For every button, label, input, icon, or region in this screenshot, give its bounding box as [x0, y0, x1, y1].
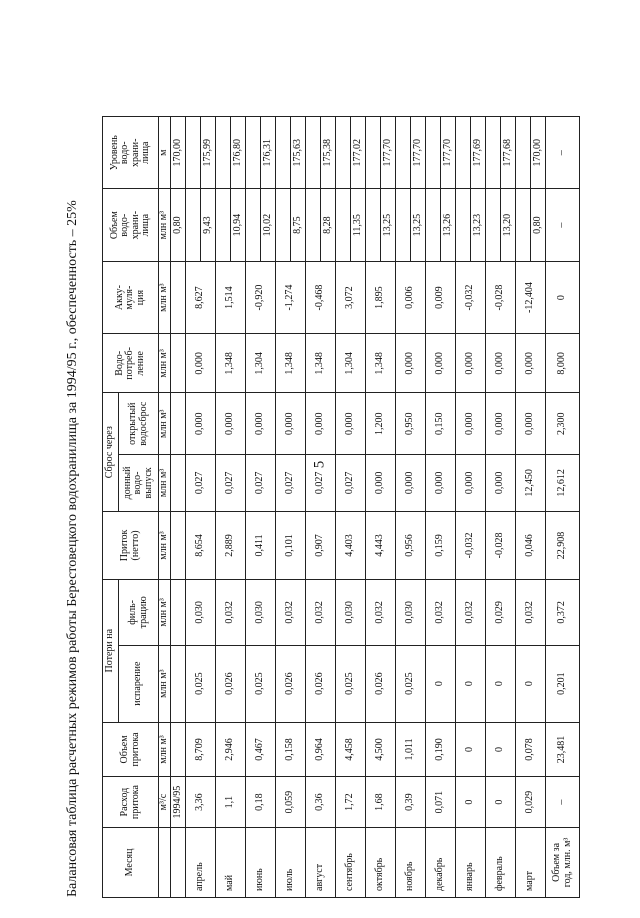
- bottom-outlet-cell: 0,027: [306, 454, 336, 511]
- consumption-header: Водо- потреб- ление: [103, 334, 159, 393]
- evaporation-cell: 0,025: [186, 645, 216, 722]
- month-cell: сентябрь: [336, 827, 366, 897]
- evaporation-cell: 0,026: [216, 645, 246, 722]
- empty-cell: [171, 261, 186, 333]
- filtration-cell: 0,032: [456, 579, 486, 645]
- filtration-cell: 0,032: [306, 579, 336, 645]
- totals-evaporation: 0,201: [546, 645, 580, 722]
- spillway-cell: 0,000: [486, 393, 516, 454]
- units-row: [159, 117, 171, 898]
- filtration-cell: 0,029: [486, 579, 516, 645]
- spillway-cell: 0,000: [336, 393, 366, 454]
- bottom-outlet-cell: 0,027: [246, 454, 276, 511]
- spillway-cell: 0,000: [306, 393, 336, 454]
- consumption-cell: 1,348: [276, 334, 306, 393]
- level-cell: 177,70: [411, 117, 426, 189]
- inflow-volume-cell: 0,964: [306, 722, 336, 777]
- unit-net-inflow: млн м³: [159, 511, 171, 579]
- spillway-cell: 0,000: [456, 393, 486, 454]
- initial-month-cell: [171, 827, 186, 897]
- empty-cell: [171, 579, 186, 645]
- evaporation-cell: 0: [426, 645, 456, 722]
- accumulation-cell: -0,468: [306, 261, 336, 333]
- net-inflow-header: Приток (нетто): [103, 511, 159, 579]
- accumulation-cell: 1,514: [216, 261, 246, 333]
- evaporation-cell: 0,025: [336, 645, 366, 722]
- bottom-outlet-cell: 0,000: [456, 454, 486, 511]
- table-row: [216, 117, 231, 898]
- reservoir-volume-cell: 13,26: [441, 189, 456, 261]
- totals-label: Объем за год, млн. м³: [546, 827, 580, 897]
- level-cell: 176,80: [231, 117, 246, 189]
- flow-cell: 3,36: [186, 777, 216, 827]
- totals-reservoir-volume: –: [546, 189, 580, 261]
- consumption-cell: 1,348: [216, 334, 246, 393]
- filtration-cell: 0,032: [276, 579, 306, 645]
- evaporation-cell: 0,026: [306, 645, 336, 722]
- accumulation-cell: -0,032: [456, 261, 486, 333]
- discharge-header: Сброс через: [103, 393, 119, 511]
- level-cell: 177,70: [381, 117, 396, 189]
- unit-evaporation: млн м³: [159, 645, 171, 722]
- flow-cell: 1,1: [216, 777, 246, 827]
- accumulation-cell: 0,006: [396, 261, 426, 333]
- unit-inflow-volume: млн м³: [159, 722, 171, 777]
- evaporation-header: испарение: [119, 645, 159, 722]
- table-row: [276, 117, 291, 898]
- table-caption: Балансовая таблица расчетных режимов работы Берестовецкого водохранилища за 1994/95 г., обеспеченность – 25%: [65, 200, 80, 897]
- accumulation-cell: 0,009: [426, 261, 456, 333]
- totals-net-inflow: 22,908: [546, 511, 580, 579]
- consumption-cell: 1,304: [336, 334, 366, 393]
- month-cell: декабрь: [426, 827, 456, 897]
- flow-cell: 1,68: [366, 777, 396, 827]
- empty-cell: [171, 645, 186, 722]
- totals-bottom-outlet: 12,612: [546, 454, 580, 511]
- evaporation-cell: 0,026: [276, 645, 306, 722]
- bottom-outlet-cell: 12,450: [516, 454, 546, 511]
- totals-level: –: [546, 117, 580, 189]
- reservoir-volume-cell: 13,25: [381, 189, 396, 261]
- evaporation-cell: 0: [486, 645, 516, 722]
- spillway-cell: 0,150: [426, 393, 456, 454]
- net-inflow-cell: 0,411: [246, 511, 276, 579]
- filtration-cell: 0,032: [366, 579, 396, 645]
- inflow-volume-cell: 0,078: [516, 722, 546, 777]
- month-cell: январь: [456, 827, 486, 897]
- inflow-volume-cell: 0,158: [276, 722, 306, 777]
- filtration-cell: 0,032: [426, 579, 456, 645]
- filtration-cell: 0,030: [336, 579, 366, 645]
- month-cell: май: [216, 827, 246, 897]
- level-cell: 177,68: [501, 117, 516, 189]
- consumption-cell: 0,000: [516, 334, 546, 393]
- empty-cell: [336, 117, 351, 189]
- empty-cell: [246, 117, 261, 189]
- empty-cell: [486, 189, 501, 261]
- net-inflow-cell: 2,889: [216, 511, 246, 579]
- totals-accumulation: 0: [546, 261, 580, 333]
- level-cell: 175,63: [291, 117, 306, 189]
- level-cell: 175,38: [321, 117, 336, 189]
- evaporation-cell: 0: [456, 645, 486, 722]
- totals-consumption: 8,000: [546, 334, 580, 393]
- net-inflow-cell: 0,046: [516, 511, 546, 579]
- empty-cell: [186, 117, 201, 189]
- accumulation-cell: 1,895: [366, 261, 396, 333]
- empty-cell: [216, 189, 231, 261]
- table-row: [246, 117, 261, 898]
- balance-table-container: [102, 116, 573, 898]
- spillway-cell: 0,000: [186, 393, 216, 454]
- filtration-cell: 0,032: [216, 579, 246, 645]
- bottom-outlet-cell: 0,000: [366, 454, 396, 511]
- empty-cell: [186, 189, 201, 261]
- filtration-cell: 0,030: [186, 579, 216, 645]
- totals-filtration: 0,372: [546, 579, 580, 645]
- table-row: [456, 117, 471, 898]
- inflow-volume-cell: 1,011: [396, 722, 426, 777]
- reservoir-volume-cell: 10,02: [261, 189, 276, 261]
- accumulation-cell: 8,627: [186, 261, 216, 333]
- unit-flow: м³/с: [159, 777, 171, 827]
- flow-cell: 0: [456, 777, 486, 827]
- spillway-header: открытый водосброс: [119, 393, 159, 454]
- inflow-volume-cell: 8,709: [186, 722, 216, 777]
- flow-cell: 0,059: [276, 777, 306, 827]
- unit-bottom-outlet: млн м³: [159, 454, 171, 511]
- consumption-cell: 1,304: [246, 334, 276, 393]
- flow-cell: 0: [486, 777, 516, 827]
- balance-table: [102, 116, 580, 898]
- spillway-cell: 0,000: [516, 393, 546, 454]
- filtration-cell: 0,030: [246, 579, 276, 645]
- filtration-cell: 0,030: [396, 579, 426, 645]
- evaporation-cell: 0,025: [396, 645, 426, 722]
- year-label: 1994/95: [171, 777, 186, 827]
- flow-cell: 0,39: [396, 777, 426, 827]
- inflow-volume-cell: 0: [486, 722, 516, 777]
- flow-cell: 0,36: [306, 777, 336, 827]
- table-row: [306, 117, 321, 898]
- empty-cell: [306, 189, 321, 261]
- accumulation-header: Акку- муля- ция: [103, 261, 159, 333]
- empty-cell: [456, 189, 471, 261]
- consumption-cell: 1,348: [366, 334, 396, 393]
- empty-cell: [246, 189, 261, 261]
- level-cell: 177,70: [441, 117, 456, 189]
- empty-cell: [456, 117, 471, 189]
- spillway-cell: 0,950: [396, 393, 426, 454]
- level-cell: 177,02: [351, 117, 366, 189]
- spillway-cell: 0,000: [216, 393, 246, 454]
- net-inflow-cell: 4,403: [336, 511, 366, 579]
- flow-cell: 0,18: [246, 777, 276, 827]
- empty-cell: [366, 117, 381, 189]
- totals-row: [546, 117, 580, 898]
- empty-cell: [171, 722, 186, 777]
- reservoir-volume-cell: 8,28: [321, 189, 336, 261]
- unit-filtration: млн м³: [159, 579, 171, 645]
- net-inflow-cell: 0,101: [276, 511, 306, 579]
- initial-level: 170,00: [171, 117, 186, 189]
- empty-cell: [171, 454, 186, 511]
- month-cell: апрель: [186, 827, 216, 897]
- totals-flow: –: [546, 777, 580, 827]
- inflow-volume-cell: 4,458: [336, 722, 366, 777]
- spillway-cell: 0,000: [276, 393, 306, 454]
- reservoir-volume-cell: 13,23: [471, 189, 486, 261]
- accumulation-cell: -1,274: [276, 261, 306, 333]
- reservoir-volume-cell: 11,35: [351, 189, 366, 261]
- losses-header: Потери на: [103, 579, 119, 722]
- inflow-volume-cell: 2,946: [216, 722, 246, 777]
- level-cell: 176,31: [261, 117, 276, 189]
- empty-cell: [426, 189, 441, 261]
- evaporation-cell: 0,025: [246, 645, 276, 722]
- month-cell: ноябрь: [396, 827, 426, 897]
- table-row: [366, 117, 381, 898]
- unit-reservoir-volume: млн м³: [159, 189, 171, 261]
- empty-cell: [171, 334, 186, 393]
- unit-consumption: млн м³: [159, 334, 171, 393]
- empty-cell: [396, 189, 411, 261]
- inflow-volume-cell: 0,467: [246, 722, 276, 777]
- empty-cell: [396, 117, 411, 189]
- month-cell: август: [306, 827, 336, 897]
- evaporation-cell: 0: [516, 645, 546, 722]
- unit-spillway: млн м³: [159, 393, 171, 454]
- inflow-volume-header: Объем притока: [103, 722, 159, 777]
- inflow-volume-cell: 0,190: [426, 722, 456, 777]
- month-cell: июнь: [246, 827, 276, 897]
- inflow-volume-cell: 4,500: [366, 722, 396, 777]
- consumption-cell: 0,000: [426, 334, 456, 393]
- bottom-outlet-cell: 0,027: [336, 454, 366, 511]
- flow-cell: 0,029: [516, 777, 546, 827]
- reservoir-volume-cell: 0,80: [531, 189, 546, 261]
- totals-inflow-volume: 23,481: [546, 722, 580, 777]
- accumulation-cell: -0,920: [246, 261, 276, 333]
- table-row-initial: [171, 117, 186, 898]
- reservoir-volume-cell: 13,20: [501, 189, 516, 261]
- table-row: [426, 117, 441, 898]
- consumption-cell: 1,348: [306, 334, 336, 393]
- filtration-cell: 0,032: [516, 579, 546, 645]
- unit-month-cell: [159, 827, 171, 897]
- empty-cell: [306, 117, 321, 189]
- table-row: [186, 117, 201, 898]
- accumulation-cell: 3,072: [336, 261, 366, 333]
- bottom-outlet-cell: 0,000: [396, 454, 426, 511]
- net-inflow-cell: 0,159: [426, 511, 456, 579]
- bottom-outlet-cell: 0,027: [276, 454, 306, 511]
- table-row: [336, 117, 351, 898]
- net-inflow-cell: -0,028: [486, 511, 516, 579]
- reservoir-volume-cell: 8,75: [291, 189, 306, 261]
- bottom-outlet-cell: 0,000: [426, 454, 456, 511]
- spillway-cell: 1,200: [366, 393, 396, 454]
- page-number: 5: [311, 460, 328, 469]
- reservoir-volume-cell: 9,43: [201, 189, 216, 261]
- month-cell: июль: [276, 827, 306, 897]
- empty-cell: [516, 189, 531, 261]
- empty-cell: [171, 393, 186, 454]
- spillway-cell: 0,000: [246, 393, 276, 454]
- empty-cell: [336, 189, 351, 261]
- empty-cell: [216, 117, 231, 189]
- filtration-header: филь- трацию: [119, 579, 159, 645]
- net-inflow-cell: 0,956: [396, 511, 426, 579]
- reservoir-volume-cell: 13,25: [411, 189, 426, 261]
- flow-cell: 0,071: [426, 777, 456, 827]
- net-inflow-cell: 8,654: [186, 511, 216, 579]
- reservoir-volume-header: Объем водо- храни- лища: [103, 189, 159, 261]
- consumption-cell: 0,000: [456, 334, 486, 393]
- bottom-outlet-cell: 0,027: [216, 454, 246, 511]
- reservoir-volume-cell: 10,94: [231, 189, 246, 261]
- inflow-volume-cell: 0: [456, 722, 486, 777]
- bottom-outlet-cell: 0,000: [486, 454, 516, 511]
- bottom-outlet-cell: 0,027: [186, 454, 216, 511]
- level-cell: 170,00: [531, 117, 546, 189]
- consumption-cell: 0,000: [396, 334, 426, 393]
- table-body: [171, 117, 580, 898]
- empty-cell: [366, 189, 381, 261]
- month-header: Месяц: [103, 827, 159, 897]
- month-cell: октябрь: [366, 827, 396, 897]
- net-inflow-cell: 0,907: [306, 511, 336, 579]
- evaporation-cell: 0,026: [366, 645, 396, 722]
- unit-level: м: [159, 117, 171, 189]
- empty-cell: [276, 189, 291, 261]
- empty-cell: [171, 511, 186, 579]
- flow-cell: 1,72: [336, 777, 366, 827]
- initial-reservoir-volume: 0,80: [171, 189, 186, 261]
- bottom-outlet-header: донный водо- выпуск: [119, 454, 159, 511]
- month-cell: март: [516, 827, 546, 897]
- table-row: [486, 117, 501, 898]
- level-cell: 177,69: [471, 117, 486, 189]
- empty-cell: [516, 117, 531, 189]
- empty-cell: [486, 117, 501, 189]
- level-cell: 175,99: [201, 117, 216, 189]
- totals-spillway: 2,300: [546, 393, 580, 454]
- net-inflow-cell: 4,443: [366, 511, 396, 579]
- net-inflow-cell: -0,032: [456, 511, 486, 579]
- unit-accumulation: млн м³: [159, 261, 171, 333]
- accumulation-cell: -12,404: [516, 261, 546, 333]
- table-row: [396, 117, 411, 898]
- month-cell: февраль: [486, 827, 516, 897]
- accumulation-cell: -0,028: [486, 261, 516, 333]
- empty-cell: [426, 117, 441, 189]
- consumption-cell: 0,000: [186, 334, 216, 393]
- flow-header: Расход притока: [103, 777, 159, 827]
- table-row: [516, 117, 531, 898]
- empty-cell: [276, 117, 291, 189]
- header-row-1: [103, 117, 119, 898]
- level-header: Уровень водо- храни- лища: [103, 117, 159, 189]
- consumption-cell: 0,000: [486, 334, 516, 393]
